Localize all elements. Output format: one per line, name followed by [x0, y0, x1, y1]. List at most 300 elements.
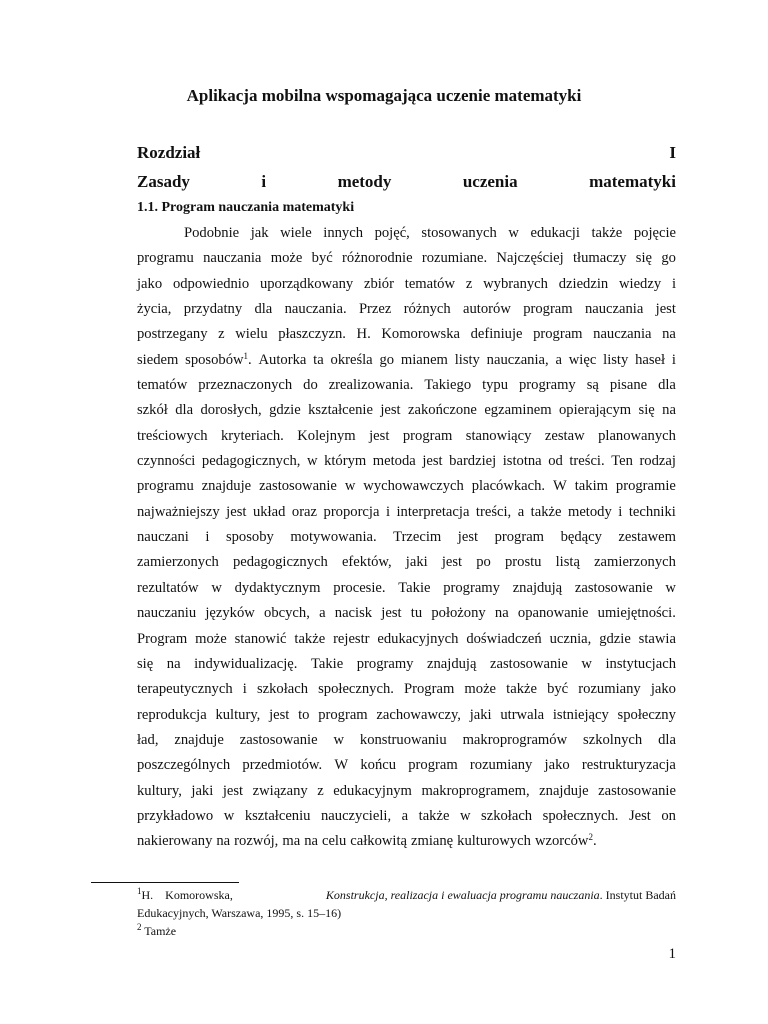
word: jest: [369, 427, 390, 444]
word: takim: [574, 478, 608, 495]
word: być: [311, 250, 333, 267]
word: interpretacja: [396, 503, 470, 520]
word: się: [635, 250, 653, 267]
word: na: [216, 833, 231, 850]
word: a: [401, 807, 409, 824]
word: efektów,: [341, 554, 392, 571]
word: zestawem: [618, 529, 676, 546]
word: przykładowo: [137, 807, 214, 824]
paragraph-line: [137, 398, 676, 423]
word: zastosowanie: [259, 478, 337, 495]
word: obcych,: [264, 605, 310, 622]
word: zmianę: [411, 833, 454, 850]
word: na: [662, 402, 676, 419]
word: jako: [137, 275, 163, 292]
word: programy: [356, 655, 414, 672]
word: dla: [658, 377, 676, 394]
word: na: [304, 833, 318, 850]
word: indywidualizację.: [194, 655, 298, 672]
word: więc: [568, 351, 597, 368]
word: wzorców$^2$.: [534, 832, 597, 850]
paragraph-line: [137, 322, 676, 347]
word: będący: [560, 529, 602, 546]
word: listy: [603, 351, 629, 368]
word: Takiego: [424, 377, 472, 394]
word: kształceniu: [244, 807, 311, 824]
word: haseł: [635, 351, 666, 368]
word: opierającym: [558, 402, 632, 419]
word: nakierowany: [137, 833, 213, 850]
word: zastosowanie: [239, 731, 318, 748]
word: jest: [422, 453, 443, 470]
word: szkołach: [481, 807, 533, 824]
word: w: [333, 731, 344, 748]
word: makroprogramów: [462, 731, 568, 748]
word: postrzegany: [137, 326, 208, 343]
word: jaki: [405, 554, 428, 571]
word: metoda: [372, 453, 416, 470]
word: dla: [175, 402, 194, 419]
footnote-1-title-group: [326, 886, 676, 904]
word: nauczani: [137, 529, 189, 546]
word: dydaktycznym: [234, 579, 321, 596]
chapter-subtitle-word: i: [261, 172, 267, 191]
word: określa: [330, 351, 373, 368]
word: autorów: [463, 301, 511, 318]
word: także: [506, 681, 537, 698]
word: zamierzonych: [594, 554, 676, 571]
word: Autorka: [258, 351, 307, 368]
word: znajduje: [201, 478, 252, 495]
word: może: [195, 630, 227, 647]
word: w: [581, 655, 592, 672]
word: prostu: [504, 554, 542, 571]
word: tematów: [404, 275, 456, 292]
word: umiejętności.: [597, 605, 676, 622]
paragraph-line: [137, 779, 676, 804]
word: terapeutycznych: [137, 681, 233, 698]
word: Program: [137, 630, 188, 647]
word: jaki: [469, 706, 492, 723]
word: treściowych: [137, 427, 208, 444]
word: rozumiany: [469, 757, 533, 774]
word: położony: [431, 605, 486, 622]
word: ład,: [137, 731, 159, 748]
word: on: [661, 807, 676, 824]
word: wybranych: [483, 275, 548, 292]
word: opanowanie: [517, 605, 589, 622]
chapter-subtitle-word: uczenia: [462, 172, 518, 191]
paragraph-line: [137, 703, 676, 728]
word: innych: [323, 225, 364, 241]
word: i: [242, 681, 247, 698]
word: rozumiany: [578, 681, 641, 698]
word: a: [555, 351, 562, 368]
word: zachowawczy,: [376, 706, 461, 723]
word: go: [379, 351, 395, 368]
paragraph-line: [137, 297, 676, 322]
word: Jest: [628, 807, 651, 824]
word: się: [137, 655, 154, 672]
word: Kolejnym: [297, 427, 356, 444]
word: pojęcie: [633, 225, 676, 241]
section-heading: 1.1. Program nauczania matematyki: [137, 200, 355, 215]
word: procesie.: [333, 579, 386, 596]
word: kulturowych: [457, 833, 531, 850]
word: końcu: [360, 757, 397, 774]
word: rozumiane.: [421, 250, 488, 267]
word: społecznych.: [318, 681, 394, 698]
paragraph-line: [137, 677, 676, 702]
word: dorosłych,: [200, 402, 262, 419]
word: przedmiotów.: [242, 757, 323, 774]
word: oraz: [291, 503, 318, 520]
word: nauczania.: [284, 301, 347, 318]
word: program: [523, 301, 573, 318]
word: społeczny: [617, 706, 676, 723]
paragraph-line: [137, 576, 676, 601]
word: a: [319, 605, 326, 622]
word: H.: [356, 326, 371, 343]
paragraph-line: [137, 424, 676, 449]
word: programie: [615, 478, 676, 495]
chapter-subtitle: [137, 172, 676, 192]
footnote-mark: 1: [137, 886, 142, 896]
word: którym: [324, 453, 367, 470]
word: Takie: [310, 655, 344, 672]
word: typu: [482, 377, 509, 394]
word: jest: [222, 782, 244, 799]
footnote-reference: 1: [243, 350, 249, 361]
word: znajduje: [539, 782, 589, 799]
paragraph-line: [137, 272, 676, 297]
word: tematów: [137, 377, 188, 394]
word: programy: [518, 377, 576, 394]
word: utrwala: [500, 706, 545, 723]
word: ma: [282, 833, 301, 850]
word: nacisk: [334, 605, 373, 622]
word: makroprogramem,: [421, 782, 530, 799]
word: edukacyjnym: [333, 782, 412, 799]
word: pedagogicznych,: [201, 453, 301, 470]
word: się: [638, 402, 655, 419]
word: jest: [226, 503, 247, 520]
word: zastosowanie: [574, 579, 653, 596]
chapter-label: Rozdział: [137, 143, 201, 162]
footnote-1-title: Konstrukcja, realizacja i ewaluacja programu nauczania: [325, 888, 600, 902]
word: poszczególnych: [137, 757, 231, 774]
word: nauczania: [593, 326, 652, 343]
word: kultury,: [137, 782, 182, 799]
word: programu: [137, 250, 194, 267]
word: zakończone: [408, 402, 477, 419]
word: i: [671, 275, 676, 292]
word: sposobów$^1$.: [185, 350, 252, 368]
word: wychowawczych: [363, 478, 464, 495]
word: znajdują: [512, 579, 563, 596]
word: listy: [454, 351, 480, 368]
word: pedagogicznych: [232, 554, 328, 571]
word: Najczęściej: [496, 250, 564, 267]
word: także: [591, 225, 623, 241]
word: jest: [380, 402, 401, 419]
word: rozwój,: [234, 833, 279, 850]
word: do: [303, 377, 318, 394]
word: jak: [250, 225, 269, 241]
word: być: [547, 681, 569, 698]
word: jest: [269, 706, 290, 723]
word: czynności: [137, 453, 196, 470]
word: techniki: [628, 503, 676, 520]
paragraph-line: [137, 246, 676, 271]
word: sposoby: [225, 529, 274, 546]
word: stosowanych: [421, 225, 497, 241]
paragraph-line: [137, 525, 676, 550]
word: ucznia,: [549, 630, 592, 647]
word: edukacyjnych: [377, 630, 459, 647]
footnote-1: [137, 886, 676, 904]
footnote-2: [137, 922, 676, 940]
word: stanowiący: [465, 427, 532, 444]
paragraph-line: [137, 753, 676, 778]
word: płaszczyzn.: [278, 326, 346, 343]
word: zastosowanie: [490, 655, 568, 672]
word: a: [517, 503, 525, 520]
word: go: [661, 250, 676, 267]
word: to: [298, 706, 310, 723]
word: są: [586, 377, 599, 394]
page-number: 1: [668, 946, 676, 962]
word: jest: [381, 605, 402, 622]
footnote-1-author-text: H. Komorowska,: [141, 888, 233, 902]
word: może: [464, 681, 497, 698]
word: wiele: [280, 225, 312, 241]
word: jest: [457, 529, 479, 546]
chapter-subtitle-word: metody: [337, 172, 392, 191]
word: wiedzy: [618, 275, 662, 292]
word: różnorodnie: [342, 250, 413, 267]
footnote-2-text: Tamże: [141, 924, 177, 938]
word: planowanych: [598, 427, 676, 444]
word: może: [270, 250, 303, 267]
paragraph-line: [137, 373, 676, 398]
paragraph-line: [137, 221, 676, 246]
word: w: [306, 453, 318, 470]
paragraph-line: [137, 500, 676, 525]
word: jaki: [191, 782, 214, 799]
paragraph-line: [137, 627, 676, 652]
paragraph-line: [137, 728, 676, 753]
word: mianem: [400, 351, 448, 368]
word: także: [418, 807, 450, 824]
footnote-1-continued: Edukacyjnych, Warszawa, 1995, s. 15–16): [137, 906, 342, 920]
word: Takie: [398, 579, 431, 596]
word: na: [662, 326, 676, 343]
word: nauczaniu: [137, 605, 197, 622]
word: zamierzonych: [137, 554, 219, 571]
word: nauczania,: [486, 351, 549, 368]
word: związany: [252, 782, 308, 799]
word: metody: [567, 503, 612, 520]
word: rezultatów: [137, 579, 199, 596]
word: dla: [254, 301, 273, 318]
word: Trzecim: [393, 529, 442, 546]
word: kryteriach.: [220, 427, 284, 444]
word: bardziej: [449, 453, 497, 470]
paragraph-line: [137, 829, 676, 854]
word: restrukturyzacja: [581, 757, 676, 774]
word: pisane: [609, 377, 648, 394]
word: nauczania: [584, 301, 644, 318]
word: Podobnie: [184, 225, 240, 241]
paragraph-line: [137, 550, 676, 575]
body-paragraph: [137, 221, 676, 855]
word: dla: [658, 731, 676, 748]
word: istniejący: [552, 706, 609, 723]
word: gdzie: [269, 402, 301, 419]
word: egzaminem: [484, 402, 552, 419]
word: kultury,: [215, 706, 261, 723]
word: Program: [404, 681, 455, 698]
word: przydatny: [183, 301, 243, 318]
word: także: [294, 630, 326, 647]
word: dziedzin: [558, 275, 609, 292]
footnote-1-rest: . Instytut Badań: [599, 888, 676, 902]
chapter-subtitle-word: matematyki: [589, 172, 676, 191]
paragraph-line: [137, 804, 676, 829]
word: szkolnych: [583, 731, 643, 748]
word: przeznaczonych: [198, 377, 293, 394]
word: w: [459, 807, 471, 824]
word: zestaw: [544, 427, 585, 444]
word: wielu: [235, 326, 268, 343]
word: w: [344, 478, 356, 495]
word: znajdują: [427, 655, 477, 672]
word: najważniejszy: [137, 503, 220, 520]
word: program: [533, 326, 583, 343]
paragraph-line: [137, 449, 676, 474]
word: uporządkowany: [259, 275, 354, 292]
word: programu: [137, 478, 194, 495]
word: siedem: [137, 351, 179, 368]
word: placówkach.: [471, 478, 546, 495]
word: języków: [205, 605, 255, 622]
word: szkół: [137, 402, 168, 419]
word: w: [223, 807, 235, 824]
word: tu: [410, 605, 423, 622]
word: społecznych.: [542, 807, 619, 824]
word: program: [494, 529, 545, 546]
word: istotna: [502, 453, 542, 470]
word: po: [476, 554, 491, 571]
word: Komorowska: [381, 326, 460, 343]
word: gdzie: [599, 630, 631, 647]
word: różnych: [403, 301, 451, 318]
paragraph-line: [137, 348, 676, 373]
word: motywowania.: [290, 529, 377, 546]
footnote-separator: [91, 882, 239, 883]
word: kształcenie: [308, 402, 373, 419]
word: i: [618, 503, 623, 520]
word: także: [530, 503, 562, 520]
word: i: [385, 503, 390, 520]
word: zastosowanie: [598, 782, 676, 799]
word: treści.: [569, 453, 605, 470]
word: rodzaj: [639, 453, 676, 470]
word: znajduje: [174, 731, 224, 748]
word: stawia: [638, 630, 676, 647]
word: rejestr: [333, 630, 370, 647]
document-title: Aplikacja mobilna wspomagająca uczenie matematyki: [186, 86, 582, 105]
word: definiuje: [470, 326, 523, 343]
word: Przez: [358, 301, 392, 318]
paragraph-line: [137, 601, 676, 626]
word: życia,: [137, 301, 172, 318]
paragraph-line: [137, 652, 676, 677]
word: i: [205, 529, 210, 546]
word: program: [408, 757, 458, 774]
word: szkołach: [256, 681, 308, 698]
word: celu: [321, 833, 347, 850]
word: program: [318, 706, 368, 723]
word: jako: [544, 757, 570, 774]
word: na: [166, 655, 181, 672]
word: instytucjach: [605, 655, 676, 672]
word: z: [218, 326, 225, 343]
word: zbiór: [363, 275, 394, 292]
word: proporcja: [323, 503, 380, 520]
word: od: [548, 453, 563, 470]
word: W: [334, 757, 349, 774]
word: listą: [555, 554, 580, 571]
footnote-1-author: [137, 886, 233, 904]
word: w: [508, 225, 519, 241]
word: jako: [650, 681, 676, 698]
word: odpowiednio: [172, 275, 250, 292]
word: i: [671, 351, 676, 368]
word: nauczania: [203, 250, 262, 267]
word: tłumaczy: [572, 250, 627, 267]
word: w: [211, 579, 222, 596]
word: na: [494, 605, 509, 622]
word: w: [665, 579, 676, 596]
word: jest: [441, 554, 463, 571]
word: nauczycieli,: [321, 807, 392, 824]
word: układ: [252, 503, 286, 520]
word: z: [317, 782, 324, 799]
footnote-reference: 2: [588, 832, 593, 843]
paragraph-line: [137, 474, 676, 499]
word: jest: [655, 301, 676, 318]
chapter-heading: [137, 143, 676, 163]
chapter-number: I: [669, 143, 676, 162]
footnote-mark: 2: [137, 922, 142, 932]
word: reprodukcja: [137, 706, 207, 723]
word: programy: [443, 579, 500, 596]
word: Ten: [611, 453, 633, 470]
word: W: [553, 478, 567, 495]
word: doświadczeń: [466, 630, 542, 647]
word: zrealizowania.: [328, 377, 414, 394]
word: konstruowaniu: [359, 731, 447, 748]
word: ta: [313, 351, 324, 368]
word: pojęć,: [374, 225, 410, 241]
word: całkowitą: [350, 833, 408, 850]
chapter-subtitle-word: Zasady: [137, 172, 190, 191]
word: treści,: [475, 503, 512, 520]
word: program: [402, 427, 453, 444]
word: z: [465, 275, 473, 292]
